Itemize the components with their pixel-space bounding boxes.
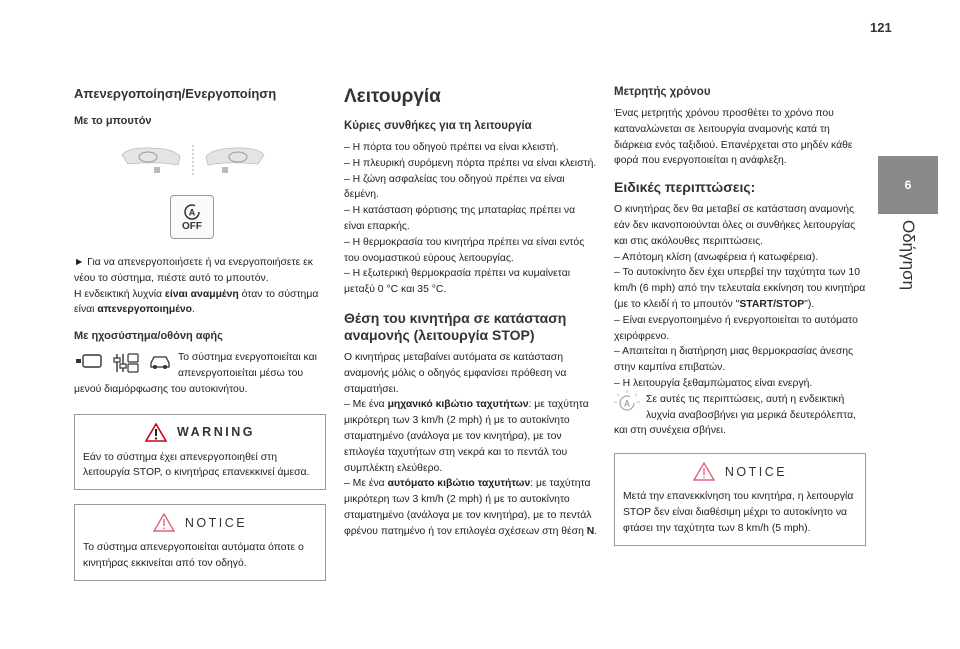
special-item: – Η λειτουργία ξεθαμπώματος είναι ενεργή. xyxy=(614,377,813,389)
chapter-label: Οδήγηση xyxy=(899,220,918,291)
svg-text:A: A xyxy=(623,398,631,409)
special-item: – Απότομη κλίση (ανωφέρεια ή κατωφέρεια). xyxy=(614,251,819,263)
condition-item: – Η πλευρική συρόμενη πόρτα πρέπει να είναι κλειστή. xyxy=(344,157,597,169)
dashboard-icon xyxy=(118,143,268,179)
button-illustration xyxy=(74,135,326,249)
chapter-label-box xyxy=(878,214,938,324)
notice-triangle-icon xyxy=(693,462,715,481)
chapter-tab[interactable]: 6 xyxy=(878,156,938,214)
off-label: OFF xyxy=(182,220,202,232)
touchscreen-block xyxy=(74,350,326,397)
notice-title-1: NOTICE xyxy=(184,515,248,530)
paragraph-indicator: Η ενδεικτική λυχνία είναι αναμμένη όταν το σύστημα είναι απενεργοποιημένο. xyxy=(74,288,319,316)
column-1 xyxy=(74,86,326,581)
notice-text-1: Το σύστημα απενεργοποιείται αυτόματα όποτε ο κινητήρας εκκινείται από τον οδηγό. xyxy=(83,542,304,569)
paragraph-touchscreen: Το σύστημα ενεργοποιείται και απενεργοποιείται μέσω του μενού διαμόρφωσης του αυτοκινήτου. xyxy=(74,352,317,395)
condition-item: – Η θερμοκρασία του κινητήρα πρέπει να είναι εντός του ονομαστικού εύρους λειτουργίας. xyxy=(344,236,585,264)
special-item: – Είναι ενεργοποιημένο ή ενεργοποιείται το αυτόματο χειρόφρενο. xyxy=(614,314,858,342)
condition-item: – Η ζώνη ασφαλείας του οδηγού πρέπει να είναι δεμένη. xyxy=(344,173,565,201)
screen-icon xyxy=(74,352,104,370)
warning-text: Εάν το σύστημα έχει απενεργοποιηθεί στη λειτουργία STOP, ο κινητήρας επανεκκινεί άμεσα. xyxy=(83,451,310,479)
condition-item: – Η πόρτα του οδηγού πρέπει να είναι κλειστή. xyxy=(344,142,559,153)
section-title-disable: Απενεργοποίηση/Ενεργοποίηση xyxy=(74,86,277,101)
section-title-operation: Λειτουργία xyxy=(344,86,441,107)
paragraph-press-button: ► Για να απενεργοποιήσετε ή να ενεργοποιήσετε εκ νέου το σύστημα, πιέστε αυτό το μπουτόν. xyxy=(74,257,314,284)
condition-item: – Η εξωτερική θερμοκρασία πρέπει να κυμαίνεται μεταξύ 0 °C και 35 °C. xyxy=(344,268,571,296)
notice-title-2: NOTICE xyxy=(724,464,788,479)
warning-triangle-icon xyxy=(145,423,167,442)
settings-sliders-icon xyxy=(112,352,140,374)
subtitle-conditions: Κύριες συνθήκες για τη λειτουργία xyxy=(344,120,532,132)
subtitle-button: Με το μπουτόν xyxy=(74,115,152,127)
counter-text: Ένας μετρητής χρόνου προσθέτει το χρόνο που καταναλώνεται σε λειτουργία αναμονής κατά τη διάρκεια ενός ταξιδιού. Επανέρχεται στο μηδέν κάθε φορά που ενεργοποιείται η ανάφλεξη. xyxy=(614,108,853,167)
subtitle-counter: Μετρητής χρόνου xyxy=(614,86,711,98)
svg-text:A: A xyxy=(188,207,196,217)
condition-item: – Η κατάσταση φόρτισης της μπαταρίας πρέπει να είναι επαρκής. xyxy=(344,205,576,232)
automatic-gearbox-item: – Με ένα αυτόματο κιβώτιο ταχυτήτων: με ταχύτητα μικρότερη των 3 km/h (2 mph) ή με το αυτοκίνητο σταματημένο (ανάλογα με τον κινητήρα), με το πεντάλ φρένου πατημένο ή τον επιλογέα σχέσεων στη θέση N. xyxy=(344,478,598,537)
page-number: 121 xyxy=(870,20,892,35)
stop-start-indicator-icon xyxy=(614,390,640,412)
menu-icons xyxy=(74,352,172,374)
special-item: – Απαιτείται η διατήρηση μιας θερμοκρασίας άνεσης στην καμπίνα επιβατών. xyxy=(614,346,854,374)
special-intro: Ο κινητήρας δεν θα μεταβεί σε κατάσταση αναμονής εάν δεν ικανοποιούνται όλες οι συνθήκες λειτουργίας και στις ακόλουθες περιπτώσεις. xyxy=(614,204,856,247)
car-icon xyxy=(148,352,172,370)
column-2 xyxy=(344,86,598,540)
notice-box-1 xyxy=(74,504,326,581)
notice-text-2: Μετά την επανεκκίνηση του κινητήρα, η λειτουργία STOP δεν είναι διαθέσιμη μέχρι το αυτοκίνητο να φτάσει την ταχύτητα των 8 km/h (5 mph). xyxy=(623,491,854,534)
notice-triangle-icon xyxy=(153,513,175,532)
flashing-indicator-text: Σε αυτές τις περιπτώσεις, αυτή η ενδεικτική λυχνία αναβοσβήνει για μερικά δευτερόλεπτα, και στη συνέχεια σβήνει. xyxy=(614,393,857,437)
subtitle-touchscreen: Με ηχοσύστημα/οθόνη αφής xyxy=(74,330,223,343)
flashing-indicator-block xyxy=(614,392,866,439)
off-button[interactable] xyxy=(170,195,214,239)
stop-start-icon xyxy=(183,203,201,221)
notice-box-2 xyxy=(614,453,866,545)
standby-intro: Ο κινητήρας μεταβαίνει αυτόματα σε κατάσταση αναμονής μόλις ο οδηγός εμφανίσει πρόθεση να σταματήσει. xyxy=(344,351,567,395)
column-3 xyxy=(614,86,866,546)
subtitle-special-cases: Ειδικές περιπτώσεις: xyxy=(614,179,756,196)
warning-box xyxy=(74,414,326,491)
warning-title: WARNING xyxy=(177,425,255,440)
manual-gearbox-item: – Με ένα μηχανικό κιβώτιο ταχυτήτων: με ταχύτητα μικρότερη των 3 km/h (2 mph) ή με το αυτοκίνητο σταματημένο (ανάλογα με τον κινητήρα), με τον επιλογέα ταχυτήτων στη νεκρά και το πεντάλ του συμπλέκτη ελεύθερο. xyxy=(344,399,589,474)
subtitle-standby: Θέση του κινητήρα σε κατάσταση αναμονής (λειτουργία STOP) xyxy=(344,309,567,343)
special-item: – Το αυτοκίνητο δεν έχει υπερβεί την ταχύτητα των 10 km/h (6 mph) από την τελευταία εκκίνηση του κινητήρα (με το κλειδί ή το μπουτόν "START/STOP"). xyxy=(614,267,866,310)
